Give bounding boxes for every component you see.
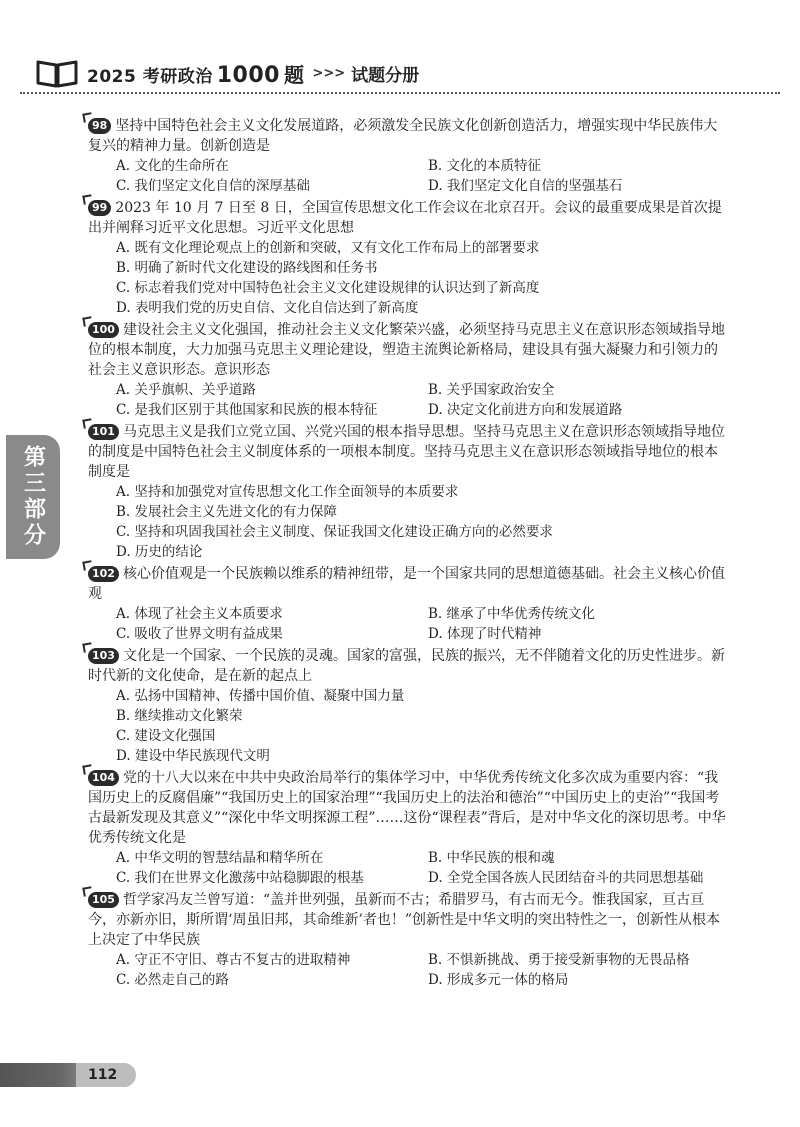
header-title-a: 考研政治 <box>142 66 213 87</box>
question-stem-text: 核心价值观是一个民族赖以维系的精神纽带，是一个国家共同的思想道德基础。社会主义核心价值观 <box>88 566 725 602</box>
option-d: D. 全党全国各族人民团结奋斗的共同思想基础 <box>428 870 704 886</box>
question-100 <box>88 320 728 420</box>
option-b: B. 发展社会主义先进文化的有力保障 <box>116 504 338 520</box>
option-c: C. 坚持和巩固我国社会主义制度、保证我国文化建设正确方向的必然要求 <box>116 524 553 540</box>
header-subtitle: 试题分册 <box>351 65 420 86</box>
question-number-badge: 99 <box>88 200 111 216</box>
header-year: 2025 <box>87 66 137 87</box>
option-c: C. 我们坚定文化自信的深厚基础 <box>116 178 310 194</box>
question-stem <box>88 564 728 604</box>
question-stem <box>88 890 728 950</box>
question-number-badge: 105 <box>88 892 119 908</box>
question-list <box>88 116 728 992</box>
question-stem-text: 党的十八大以来在中共中央政治局举行的集体学习中，中华优秀传统文化多次成为重要内容：“我国历史上的反腐倡廉”“我国历史上的国家治理”“我国历史上的法治和德治”“中国历史上的吏治”“我国考古最新发现及其意义”“深化中华文明探源工程”……这份“课程表”背后，是对中华文化的深切思考。中华优秀传统文化是 <box>88 770 726 846</box>
option-a: A. 既有文化理论观点上的创新和突破，又有文化工作布局上的部署要求 <box>116 240 540 256</box>
header-title-num: 1000 <box>216 62 280 88</box>
question-number-badge: 103 <box>88 648 119 664</box>
question-101 <box>88 422 728 562</box>
question-105 <box>88 890 728 990</box>
question-number-badge: 98 <box>88 118 111 134</box>
option-list <box>116 686 728 766</box>
question-stem-text: 坚持中国特色社会主义文化发展道路，必须激发全民族文化创新创造活力，增强实现中华民族伟大复兴的精神力量。创新创造是 <box>88 118 718 154</box>
question-stem-text: 哲学家冯友兰曾写道：“盖并世列强，虽新而不古；希腊罗马，有古而无今。惟我国家，亘古亘今，亦新亦旧，斯所谓‘周虽旧邦，其命维新’者也！”创新性是中华文明的突出特性之一，创新性从根本上决定了中华民族 <box>88 892 721 948</box>
question-stem <box>88 320 728 380</box>
option-d: D. 我们坚定文化自信的坚强基石 <box>428 178 623 194</box>
question-number-badge: 100 <box>88 322 119 338</box>
option-b: B. 中华民族的根和魂 <box>428 850 555 866</box>
header-title <box>87 59 304 88</box>
option-d: D. 决定文化前进方向和发展道路 <box>428 402 623 418</box>
option-d: D. 建设中华民族现代文明 <box>116 748 270 764</box>
option-list <box>116 238 728 318</box>
option-c: C. 标志着我们党对中国特色社会主义文化建设规律的认识达到了新高度 <box>116 280 540 296</box>
option-list <box>116 482 728 562</box>
option-a: A. 文化的生命所在 <box>116 158 229 174</box>
page-header <box>35 58 419 88</box>
part-side-tab-label: 第三部分 <box>20 445 46 549</box>
option-d: D. 体现了时代精神 <box>428 626 542 642</box>
option-c: C. 是我们区别于其他国家和民族的根本特征 <box>116 402 378 418</box>
option-d: D. 形成多元一体的格局 <box>428 972 569 988</box>
question-103 <box>88 646 728 766</box>
question-98 <box>88 116 728 196</box>
option-b: B. 明确了新时代文化建设的路线图和任务书 <box>116 260 378 276</box>
option-list <box>116 380 728 420</box>
option-c: C. 吸收了世界文明有益成果 <box>116 626 283 642</box>
question-stem <box>88 422 728 482</box>
question-stem <box>88 768 728 848</box>
option-b: B. 关乎国家政治安全 <box>428 382 555 398</box>
option-b: B. 继续推动文化繁荣 <box>116 708 243 724</box>
question-stem-text: 文化是一个国家、一个民族的灵魂。国家的富强，民族的振兴，无不伴随着文化的历史性进步。新时代新的文化使命，是在新的起点上 <box>88 648 725 684</box>
option-d: D. 历史的结论 <box>116 544 203 560</box>
option-a: A. 弘扬中国精神、传播中国价值、凝聚中国力量 <box>116 688 405 704</box>
option-c: C. 我们在世界文化激荡中站稳脚跟的根基 <box>116 870 364 886</box>
header-title-b: 题 <box>283 62 305 87</box>
option-list <box>116 848 728 888</box>
option-list <box>116 950 728 990</box>
option-a: A. 坚持和加强党对宣传思想文化工作全面领导的本质要求 <box>116 484 459 500</box>
option-b: B. 继承了中华优秀传统文化 <box>428 606 596 622</box>
question-number-badge: 101 <box>88 424 119 440</box>
question-stem <box>88 646 728 686</box>
option-b: B. 不惧新挑战、勇于接受新事物的无畏品格 <box>428 952 690 968</box>
page-number: 112 <box>76 1063 136 1087</box>
option-a: A. 关乎旗帜、关乎道路 <box>116 382 256 398</box>
question-stem-text: 2023 年 10 月 7 日至 8 日，全国宣传思想文化工作会议在北京召开。会议的最重要成果是首次提出并阐释习近平文化思想。习近平文化思想 <box>88 200 722 236</box>
question-stem <box>88 198 728 238</box>
option-b: B. 文化的本质特征 <box>428 158 542 174</box>
question-stem-text: 马克思主义是我们立党立国、兴党兴国的根本指导思想。坚持马克思主义在意识形态领域指导地位的制度是中国特色社会主义制度体系的一项根本制度。坚持马克思主义在意识形态领域指导地位的根本制度是 <box>88 424 725 480</box>
option-a: A. 守正不守旧、尊古不复古的进取精神 <box>116 952 351 968</box>
question-99 <box>88 198 728 318</box>
book-icon <box>35 58 79 88</box>
question-102 <box>88 564 728 644</box>
option-c: C. 必然走自己的路 <box>116 972 229 988</box>
option-d: D. 表明我们党的历史自信、文化自信达到了新高度 <box>116 300 419 316</box>
option-a: A. 体现了社会主义本质要求 <box>116 606 283 622</box>
option-c: C. 建设文化强国 <box>116 728 216 744</box>
question-stem <box>88 116 728 156</box>
header-arrow-icon: >>> <box>312 65 346 81</box>
part-side-tab <box>6 435 60 559</box>
question-number-badge: 102 <box>88 566 119 582</box>
option-list <box>116 156 728 196</box>
option-a: A. 中华文明的智慧结晶和精华所在 <box>116 850 324 866</box>
question-104 <box>88 768 728 888</box>
header-divider <box>20 92 780 94</box>
question-stem-text: 建设社会主义文化强国，推动社会主义文化繁荣兴盛，必须坚持马克思主义在意识形态领域指导地位的根本制度，大力加强马克思主义理论建设，塑造主流舆论新格局，建设具有强大凝聚力和引领力的社会主义意识形态。意识形态 <box>88 322 725 378</box>
option-list <box>116 604 728 644</box>
question-number-badge: 104 <box>88 770 119 786</box>
